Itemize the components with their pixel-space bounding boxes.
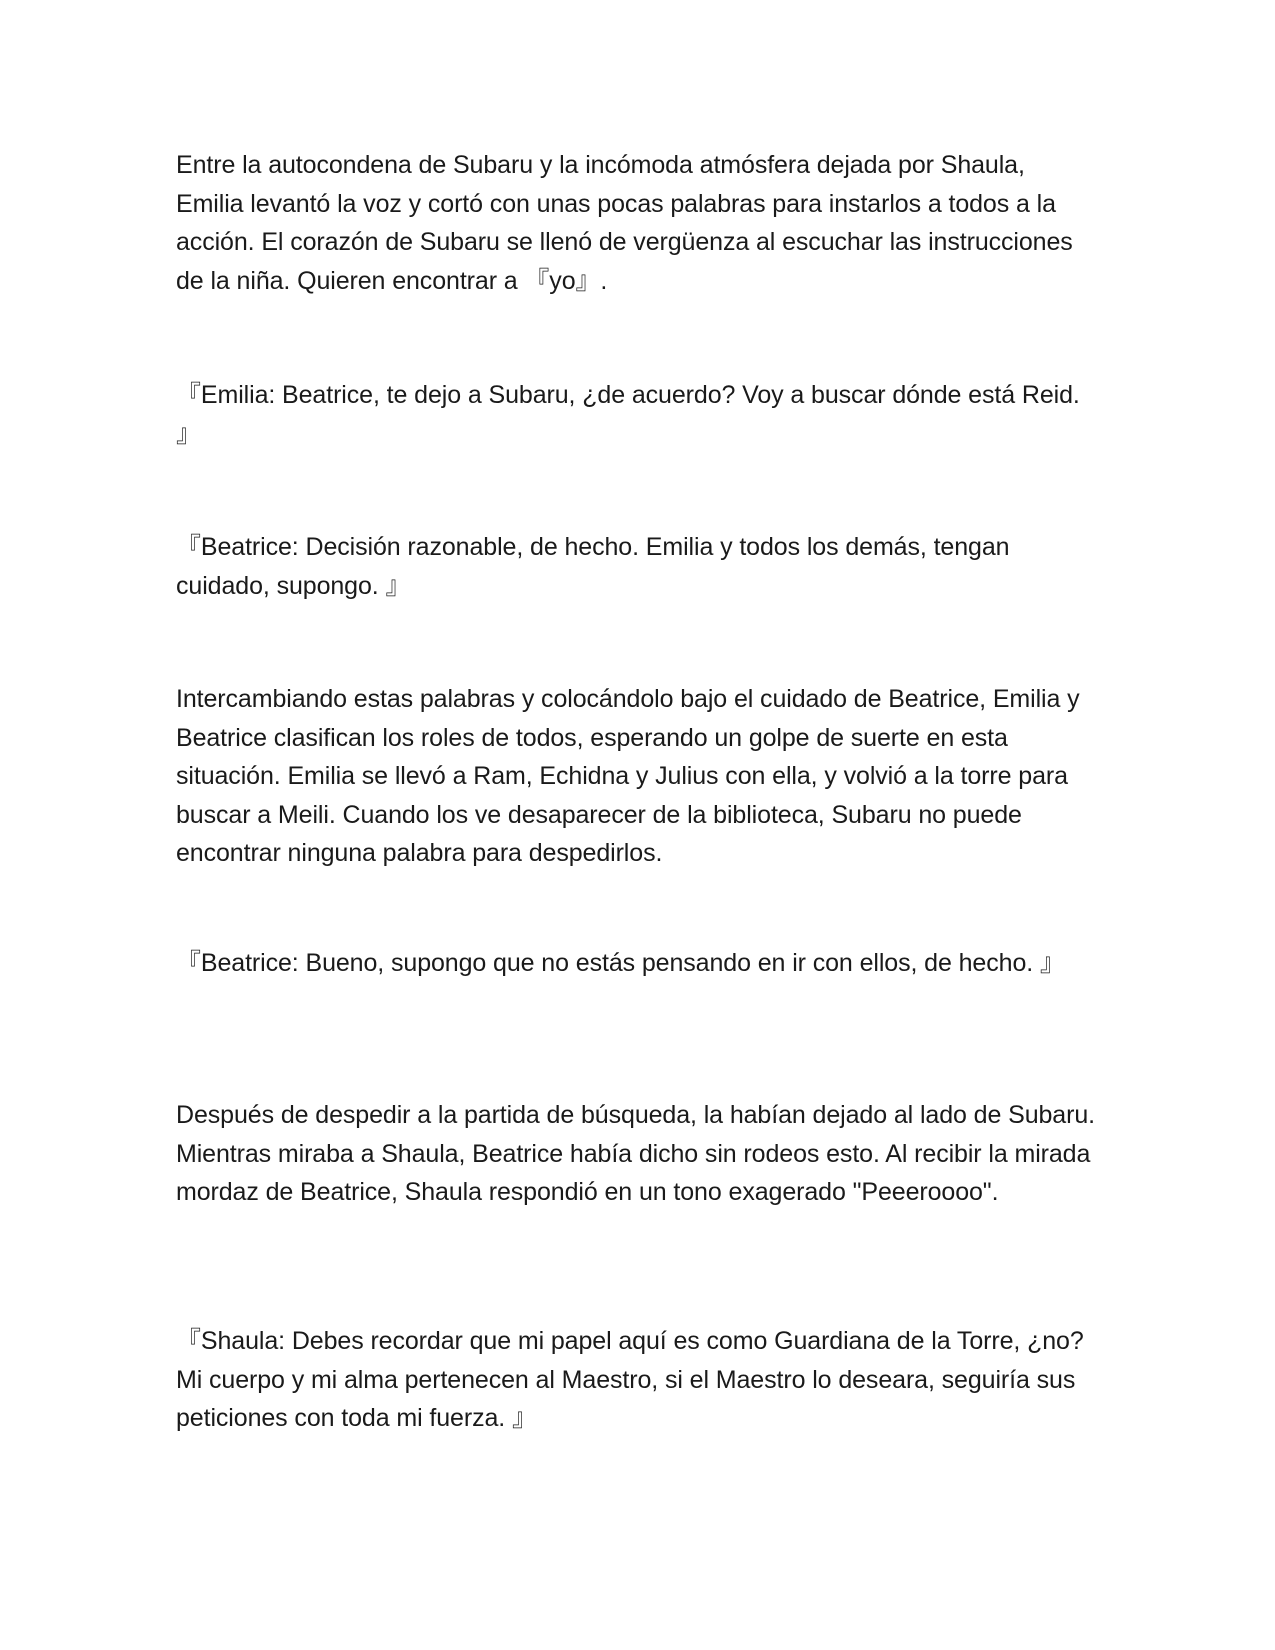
paragraph-narration-2: Intercambiando estas palabras y colocándolo bajo el cuidado de Beatrice, Emilia y Beatrice clasifican los roles de todos, esperando un golpe de suerte en esta situación. Emilia se llevó a Ram, Echidna y Julius con ella, y volvió a la torre para buscar a Meili. Cuando los ve desaparecer de la biblioteca, Subaru no puede encontrar ninguna palabra para despedirlos.: [176, 685, 1080, 867]
paragraph-dialogue-beatrice-2: 『Beatrice: Bueno, supongo que no estás pensando en ir con ellos, de hecho. 』: [176, 949, 1065, 977]
paragraph-narration-1: Entre la autocondena de Subaru y la incómoda atmósfera dejada por Shaula, Emilia levantó la voz y cortó con unas pocas palabras para instarlos a todos a la acción. El corazón de Subaru se llenó de vergüenza al escuchar las instrucciones de la niña. Quieren encontrar a 『yo』.: [176, 151, 1073, 295]
paragraph-dialogue-shaula: 『Shaula: Debes recordar que mi papel aquí es como Guardiana de la Torre, ¿no? Mi cuerpo y mi alma pertenecen al Maestro, si el Maestro lo deseara, seguiría sus peticiones con toda mi fuerza. 』: [176, 1327, 1084, 1432]
paragraph-dialogue-beatrice-1: 『Beatrice: Decisión razonable, de hecho. Emilia y todos los demás, tengan cuidado, supongo. 』: [176, 533, 1010, 600]
paragraph-dialogue-emilia: 『Emilia: Beatrice, te dejo a Subaru, ¿de acuerdo? Voy a buscar dónde está Reid. 』: [176, 381, 1080, 448]
paragraph-narration-3: Después de despedir a la partida de búsqueda, la habían dejado al lado de Subaru. Mientras miraba a Shaula, Beatrice había dicho sin rodeos esto. Al recibir la mirada mordaz de Beatrice, Shaula respondió en un tono exagerado "Peeeroooo".: [176, 1101, 1095, 1206]
